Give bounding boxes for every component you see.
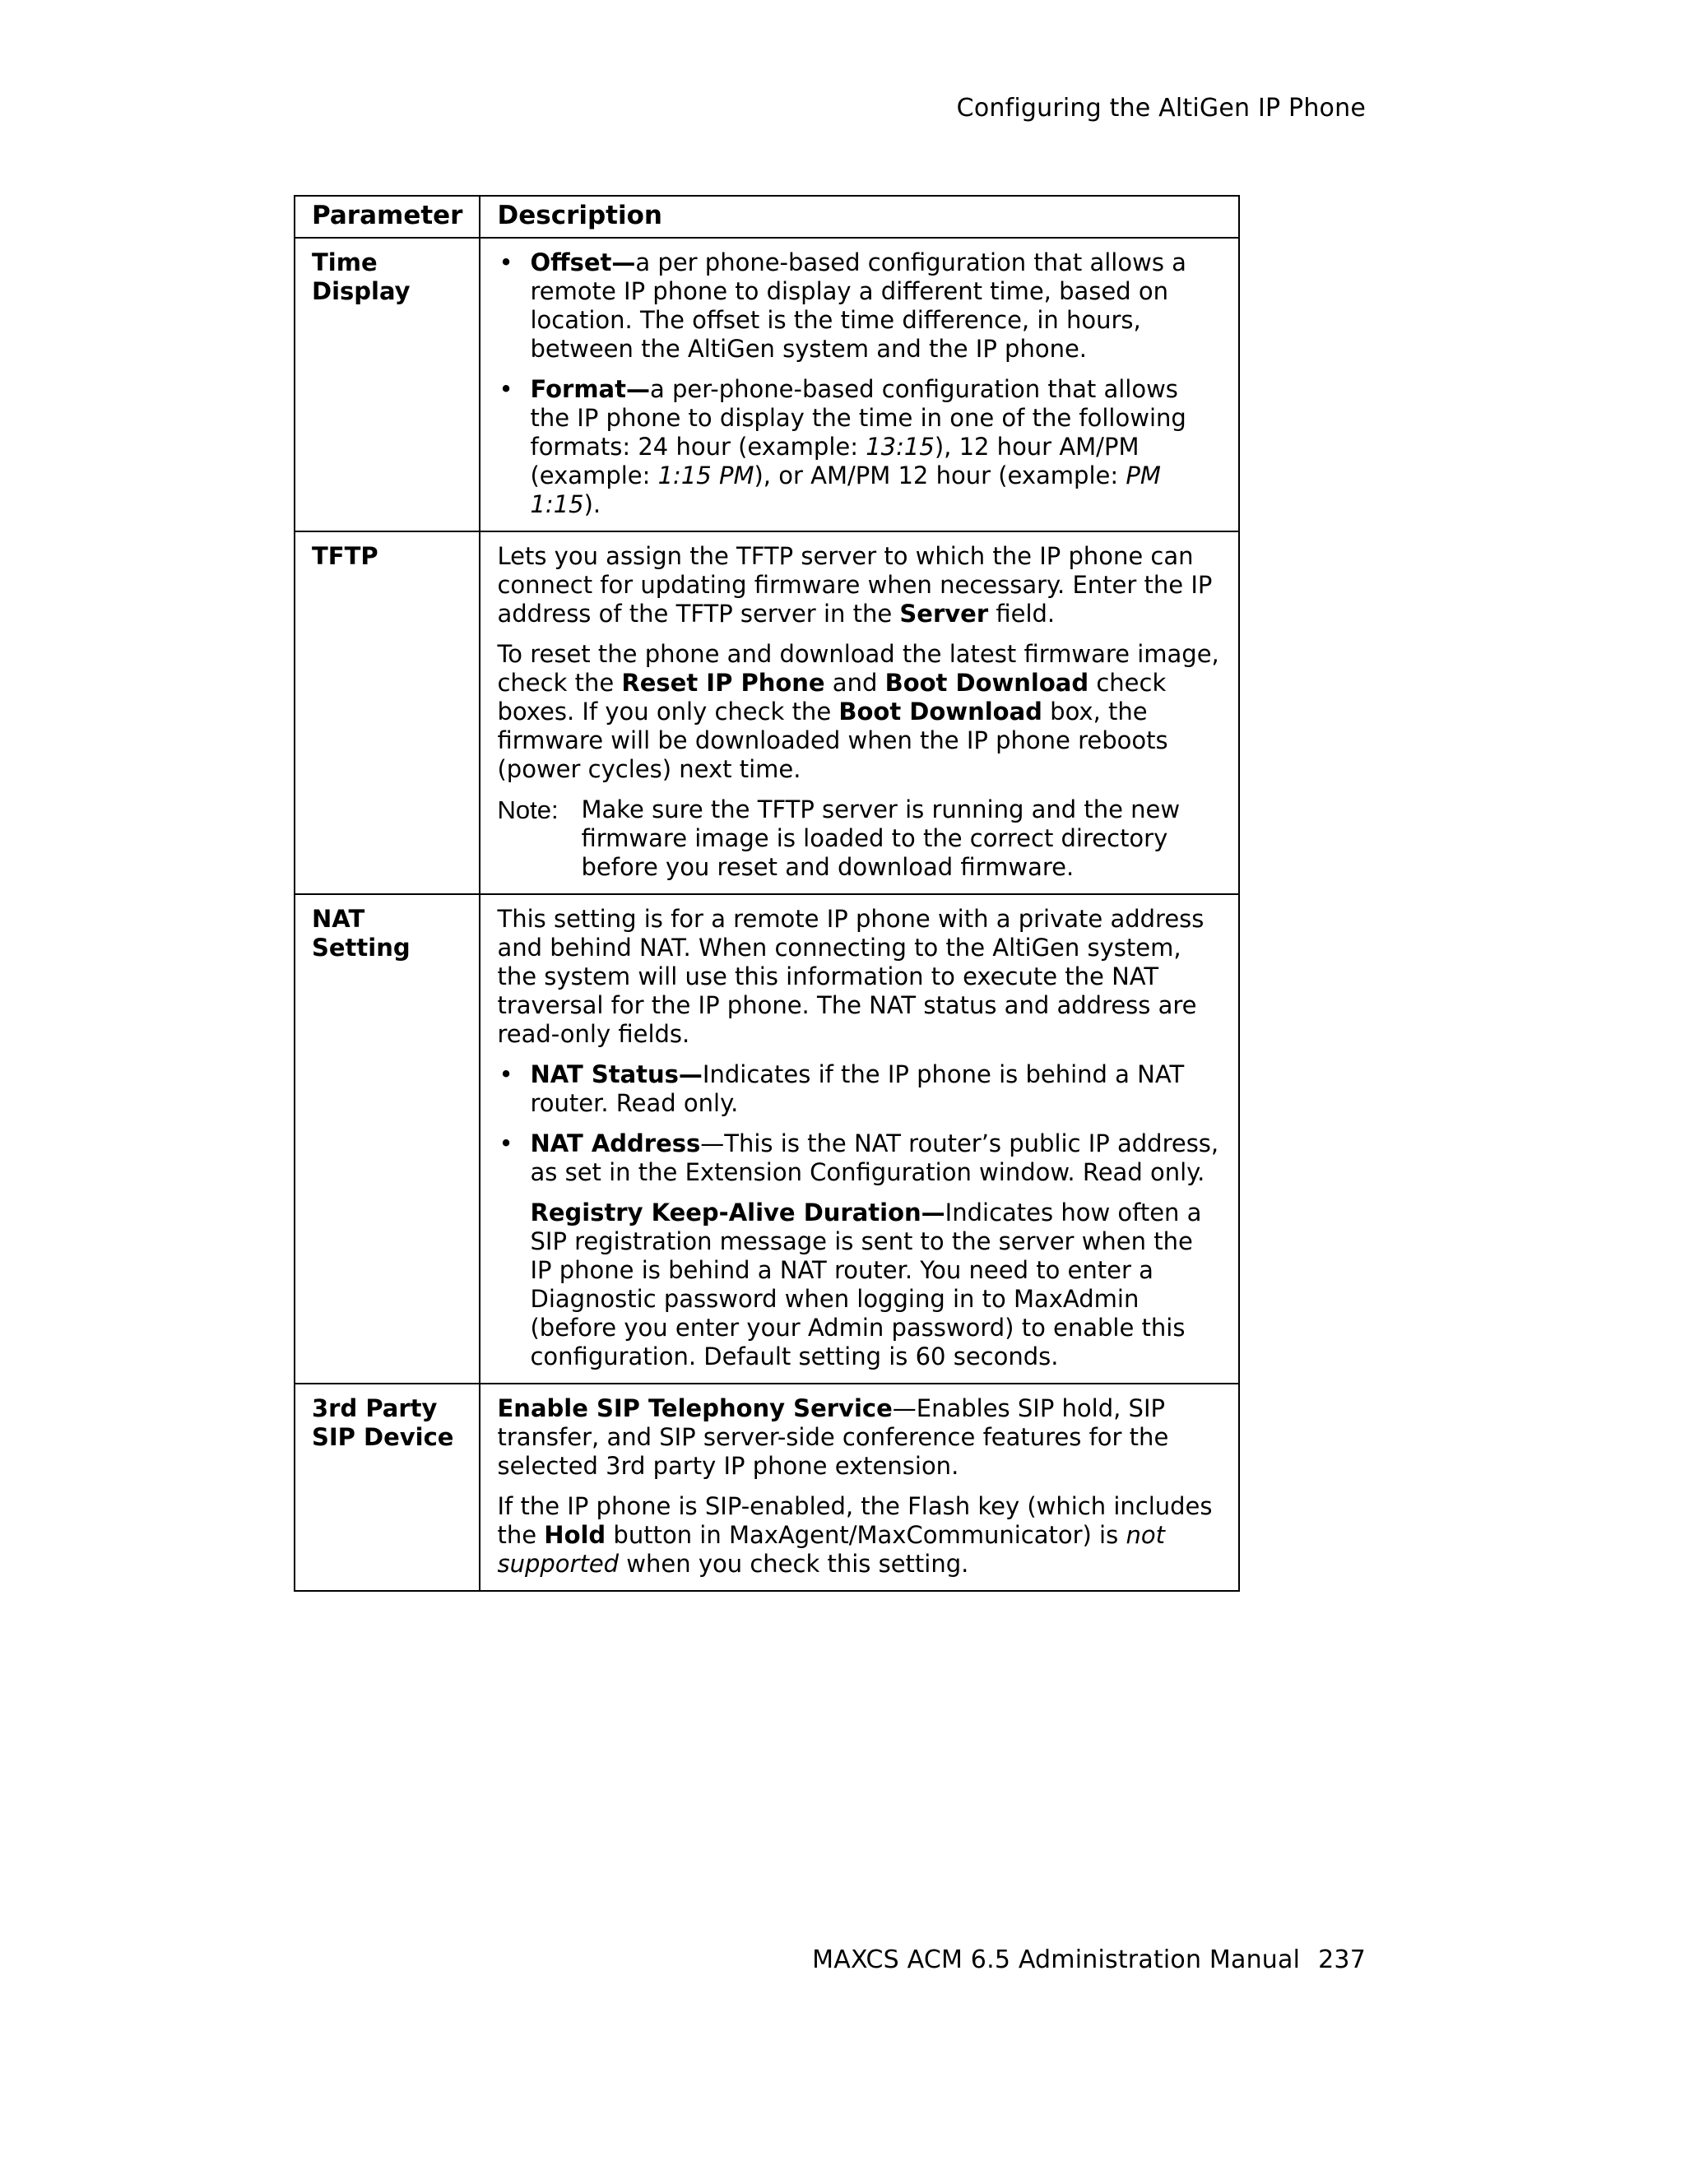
tftp-p2-c: and [824,669,885,697]
bullet-nat-address [497,1129,1222,1187]
param-name-tftp: TFTP [295,531,480,894]
page-number: 237 [1318,1945,1366,1974]
text-format-2: ), 12 hour AM/PM (example: [530,433,1140,489]
manual-title: MAXCS ACM 6.5 Administration Manual [812,1945,1301,1974]
tftp-server-term: Server [899,600,989,628]
note-text: Make sure the TFTP server is running and the new firmware image is loaded to the correct directory before you reset and download firmware. [581,795,1181,881]
tftp-p2-e: check boxes. If you only check the [497,669,1167,726]
sip-p2-c: button in MaxAgent/MaxCommunicator) is [606,1521,1126,1549]
tftp-p1-text: Lets you assign the TFTP server to which the IP phone can connect for updating firmware when necessary. Enter the IP address of the TFTP server in the [497,542,1213,628]
note-label: Note: [497,795,559,824]
term-nat-status: NAT Status— [530,1060,703,1088]
table-row-time-display [295,238,1239,531]
bullet-nat-status [497,1060,1222,1118]
sip-not-supported: not supported [497,1521,1165,1578]
text-keepalive: Indicates how often a SIP registration message is sent to the server when the IP phone is behind a NAT router. You need to enter a Diagnostic password when logging in to MaxAdmin (before you enter your Admin password) to enable this configuration. Default setting is 60 seconds. [530,1199,1202,1370]
tftp-boot-term-2: Boot Download [838,698,1042,726]
nat-intro: This setting is for a remote IP phone with a private address and behind NAT. When connecting to the AltiGen system, the system will use this information to execute the NAT traversal for the IP phone. The NAT status and address are read-only fields. [497,905,1205,1048]
text-format-1: a per-phone-based configuration that allows the IP phone to display the time in one of the following formats: 24 hour (example: [530,375,1186,461]
param-name-sip: 3rd Party SIP Device [295,1384,480,1591]
text-format-4: ). [583,490,601,518]
tftp-note [497,795,1222,882]
text-format-3: ), or AM/PM 12 hour (example: [754,461,1126,489]
bullet-offset [497,248,1222,364]
table-header-row [295,196,1239,238]
tftp-paragraph-1 [497,542,1222,628]
example-12h: 1:15 PM [657,461,754,489]
example-24h: 13:15 [866,433,935,461]
running-header: Configuring the AltiGen IP Phone [956,94,1366,123]
term-offset: Offset— [530,248,636,276]
text-sip-service: —Enables SIP hold, SIP transfer, and SIP server-side conference features for the selected 3rd party IP phone extension. [497,1394,1169,1480]
header-parameter: Parameter [295,196,480,238]
text-nat-status: Indicates if the IP phone is behind a NAT router. Read only. [530,1060,1185,1117]
bullet-format [497,375,1222,519]
table-row-nat [295,894,1239,1384]
term-keepalive: Registry Keep-Alive Duration— [530,1199,945,1226]
table-row-sip [295,1384,1239,1591]
param-desc-nat [480,894,1239,1384]
sip-paragraph-1 [497,1394,1222,1481]
tftp-p2-a: To reset the phone and download the latest firmware image, check the [497,640,1219,697]
text-offset: a per phone-based configuration that allows a remote IP phone to display a different time, based on location. The offset is the time difference, in hours, between the AltiGen system and the IP phone. [530,248,1186,363]
term-hold: Hold [544,1521,606,1549]
param-name-time-display: Time Display [295,238,480,531]
header-description: Description [480,196,1239,238]
table-row-tftp [295,531,1239,894]
term-sip-service: Enable SIP Telephony Service [497,1394,893,1422]
sip-p2-e: when you check this setting. [619,1550,969,1578]
parameter-table [294,195,1240,1592]
param-desc-time-display [480,238,1239,531]
text-nat-address: —This is the NAT router’s public IP address, as set in the Extension Configuration window. Read only. [530,1129,1219,1186]
term-nat-address: NAT Address [530,1129,701,1157]
tftp-p2-g: box, the firmware will be downloaded when the IP phone reboots (power cycles) next time. [497,698,1168,783]
example-ampm: PM 1:15 [530,461,1161,518]
param-desc-tftp [480,531,1239,894]
tftp-p1-end: field. [988,600,1056,628]
sip-paragraph-2 [497,1492,1222,1579]
param-name-nat: NAT Setting [295,894,480,1384]
tftp-reset-term: Reset IP Phone [621,669,825,697]
nat-keepalive [497,1199,1222,1371]
term-format: Format— [530,375,650,403]
tftp-boot-term: Boot Download [884,669,1089,697]
sip-p2-a: If the IP phone is SIP-enabled, the Flash key (which includes the [497,1492,1213,1549]
running-footer [812,1945,1366,1974]
tftp-paragraph-2 [497,640,1222,784]
param-desc-sip [480,1384,1239,1591]
